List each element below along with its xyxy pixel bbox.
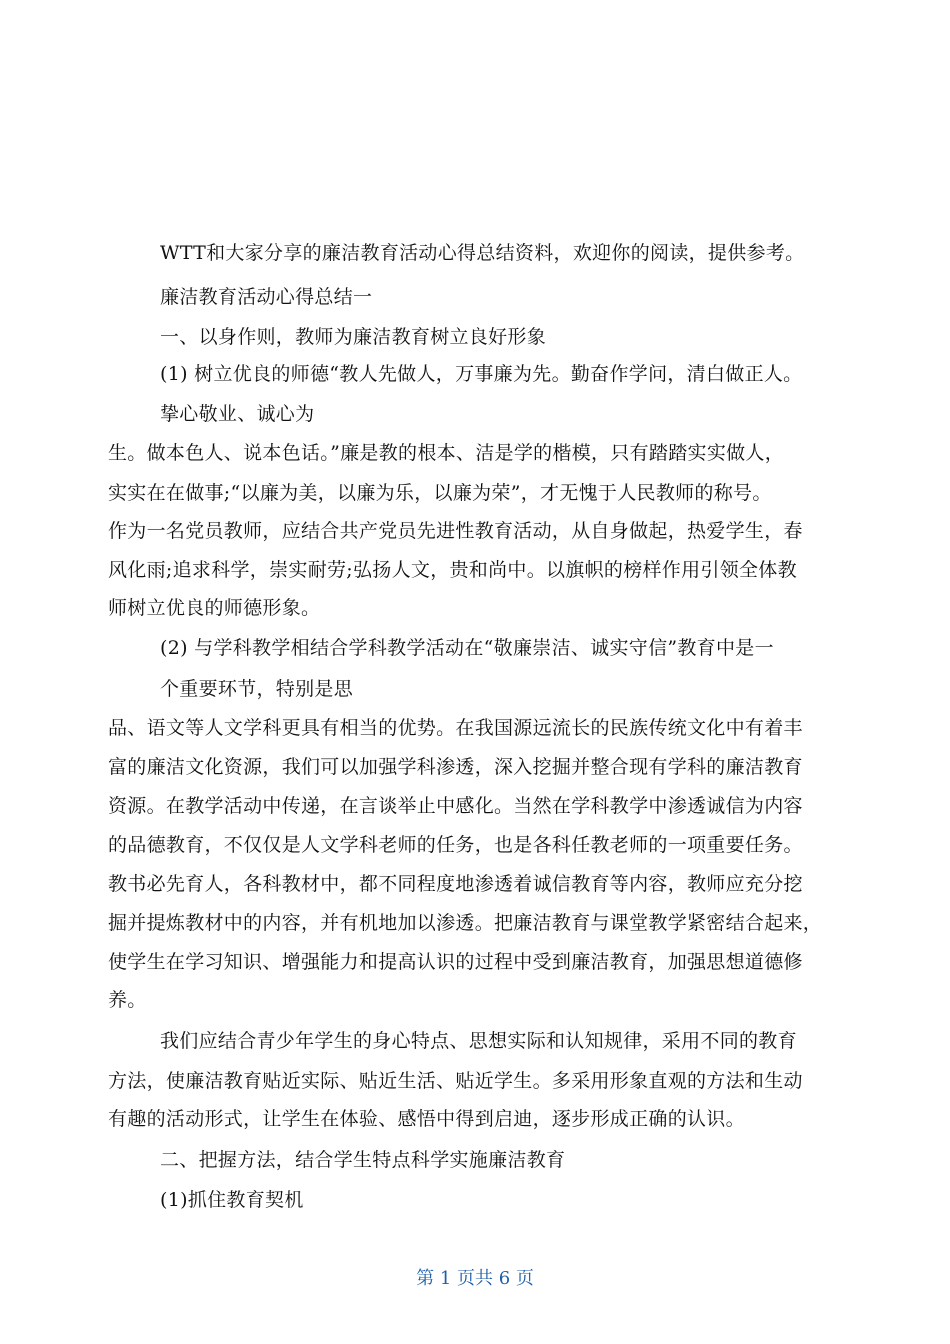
text-line: (1) 树立优良的师德“教人先做人，万事廉为先。勤奋作学问，清白做正人。 — [160, 363, 803, 385]
page-number-footer: 第 1 页共 6 页 — [416, 1268, 534, 1289]
text-line: 方法，使廉洁教育贴近实际、贴近生活、贴近学生。多采用形象直观的方法和生动 — [108, 1070, 803, 1092]
text-line: 我们应结合青少年学生的身心特点、思想实际和认知规律，采用不同的教育 — [160, 1030, 797, 1052]
text-line: (1)抓住教育契机 — [160, 1189, 304, 1211]
text-line: 使学生在学习知识、增强能力和提高认识的过程中受到廉洁教育，加强思想道德修 — [108, 951, 803, 973]
text-line: 养。 — [108, 989, 147, 1011]
text-line: 品、语文等人文学科更具有相当的优势。在我国源远流长的民族传统文化中有着丰 — [108, 717, 803, 739]
text-line: 教书必先育人，各科教材中，都不同程度地渗透着诚信教育等内容，教师应充分挖 — [108, 873, 803, 895]
section-title: 廉洁教育活动心得总结一 — [160, 286, 373, 308]
text-line: 挚心敬业、诚心为 — [160, 403, 315, 425]
text-line: (2) 与学科教学相结合学科教学活动在“敬廉崇洁、诚实守信”教育中是一 — [160, 637, 774, 659]
text-line: 风化雨;追求科学，崇实耐劳;弘扬人文，贵和尚中。以旗帜的榜样作用引领全体教 — [108, 559, 797, 581]
text-line: 的品德教育，不仅仅是人文学科老师的任务，也是各科任教老师的一项重要任务。 — [108, 834, 803, 856]
text-line: 作为一名党员教师，应结合共产党员先进性教育活动，从自身做起，热爱学生，春 — [108, 520, 803, 542]
heading-2: 二、把握方法，结合学生特点科学实施廉洁教育 — [160, 1149, 566, 1171]
text-line: 师树立优良的师德形象。 — [108, 597, 321, 619]
text-line: 个重要环节，特别是思 — [160, 678, 354, 700]
text-line: 有趣的活动形式，让学生在体验、感悟中得到启迪，逐步形成正确的认识。 — [108, 1108, 745, 1130]
text-line: 资源。在教学活动中传递，在言谈举止中感化。当然在学科教学中渗透诚信为内容 — [108, 795, 803, 817]
text-line: 生。做本色人、说本色话。”廉是教的根本、洁是学的楷模，只有踏踏实实做人， — [108, 442, 785, 464]
heading-1: 一、以身作则，教师为廉洁教育树立良好形象 — [160, 326, 547, 348]
text-line: 富的廉洁文化资源，我们可以加强学科渗透，深入挖掘并整合现有学科的廉洁教育 — [108, 756, 803, 778]
text-line: 掘并提炼教材中的内容，并有机地加以渗透。把廉洁教育与课堂教学紧密结合起来， — [108, 912, 823, 934]
text-line: 实实在在做事;“以廉为美，以廉为乐，以廉为荣”，才无愧于人民教师的称号。 — [108, 482, 772, 504]
text-line: WTT和大家分享的廉洁教育活动心得总结资料，欢迎你的阅读，提供参考。 — [160, 242, 805, 264]
